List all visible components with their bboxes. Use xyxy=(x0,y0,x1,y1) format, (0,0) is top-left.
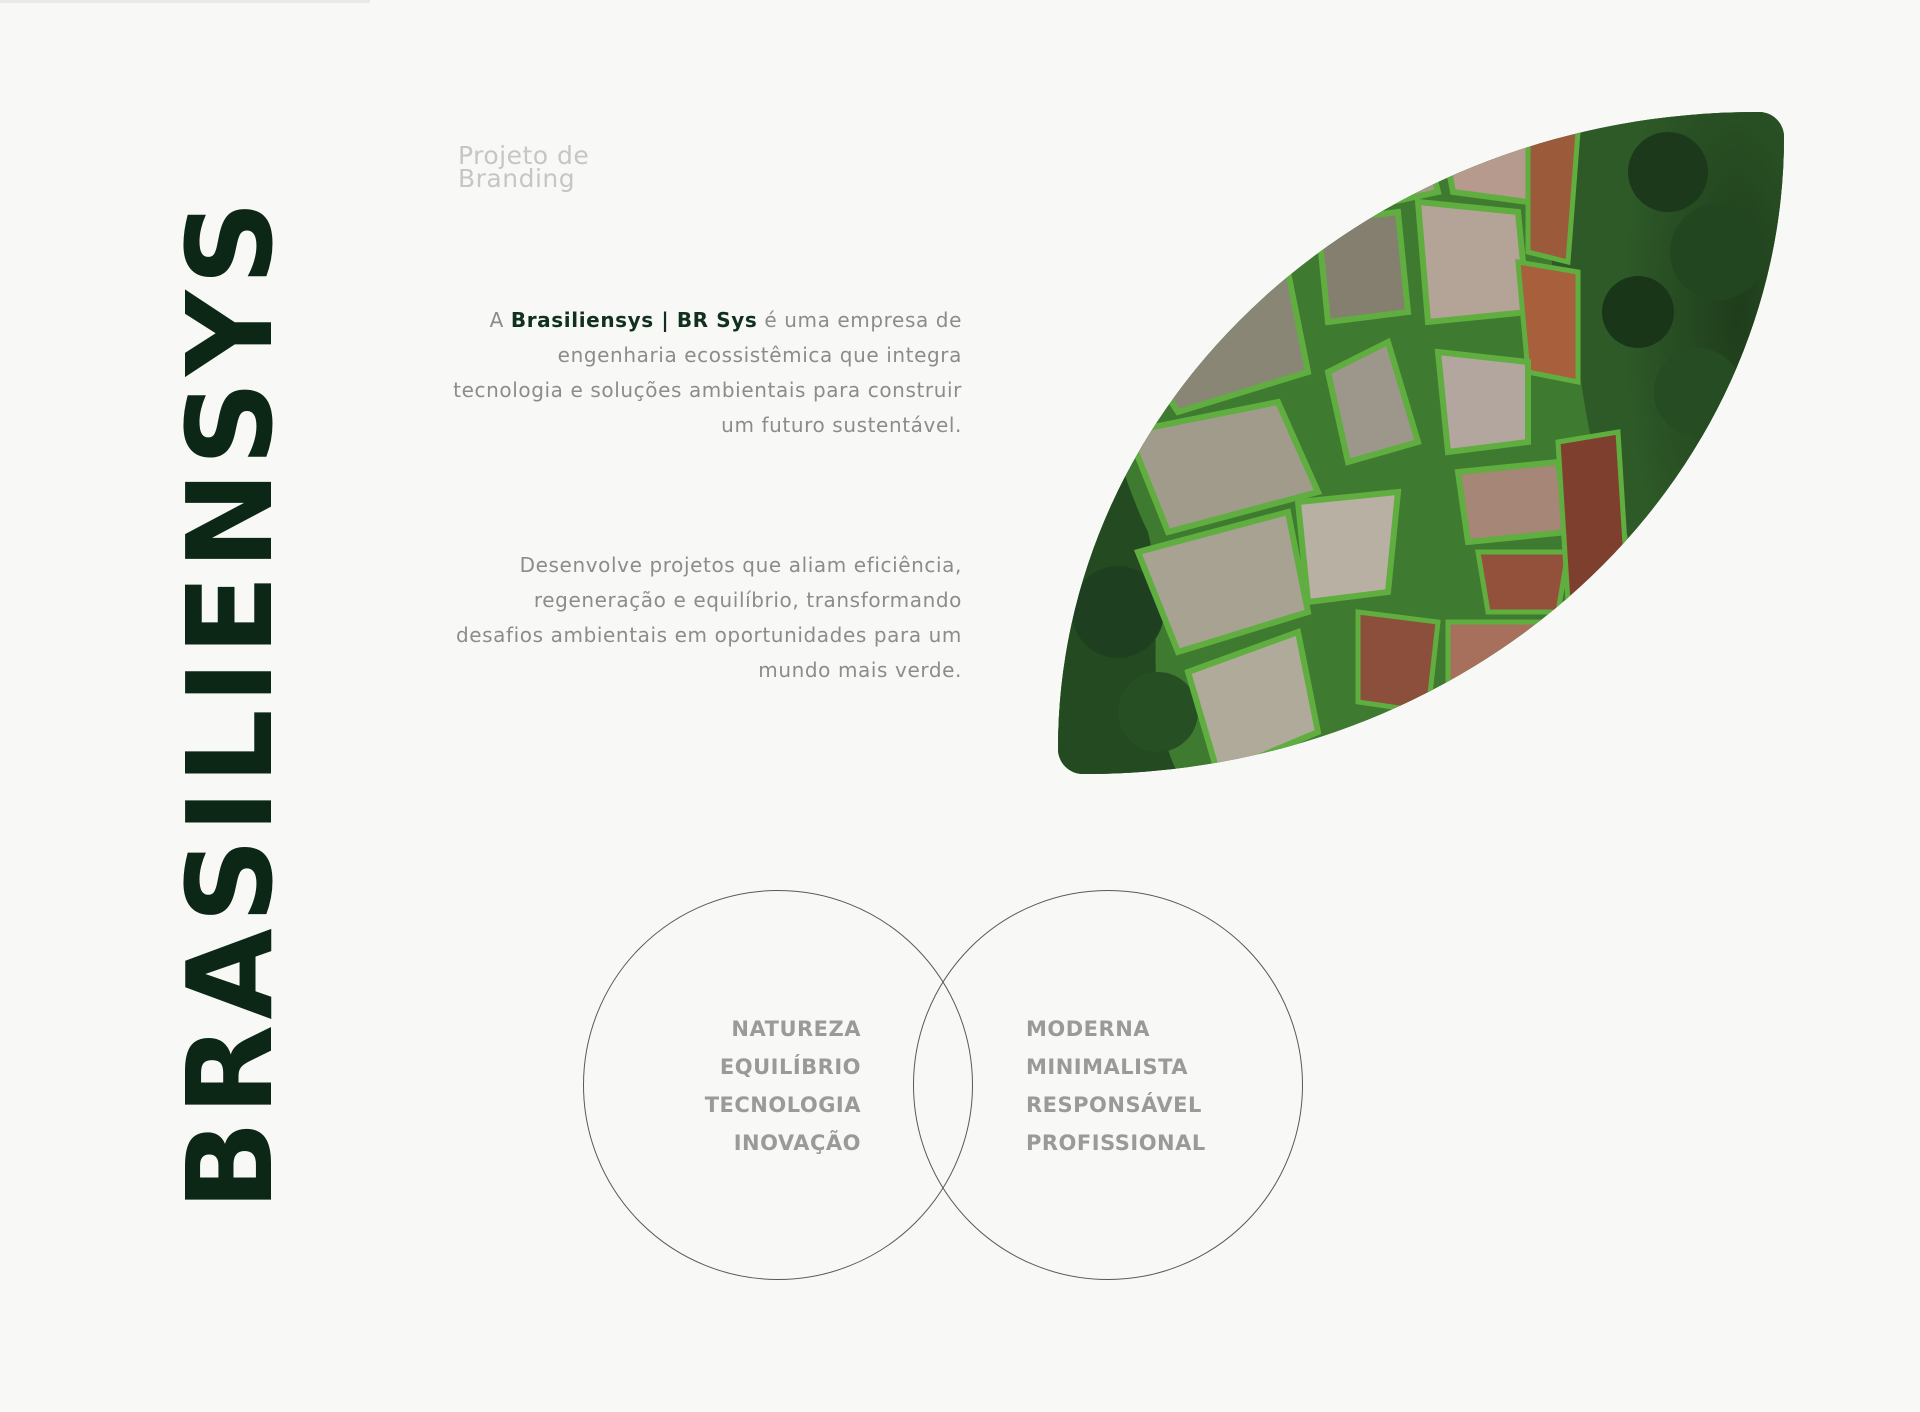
venn-right-keywords xyxy=(1026,1010,1206,1162)
keyword: NATUREZA xyxy=(731,1017,861,1041)
aerial-rice-terraces-illustration xyxy=(1058,112,1784,774)
leaf-shaped-aerial-photo xyxy=(1058,112,1784,774)
keyword: MINIMALISTA xyxy=(1026,1055,1189,1079)
intro-paragraph-1 xyxy=(442,303,962,443)
intro-brand-name: Brasiliensys | BR Sys xyxy=(510,308,758,332)
intro-prefix: A xyxy=(489,308,511,332)
keyword: MODERNA xyxy=(1026,1017,1151,1041)
keyword: PROFISSIONAL xyxy=(1026,1131,1206,1155)
venn-left-keywords xyxy=(705,1010,861,1162)
keyword: TECNOLOGIA xyxy=(704,1093,861,1117)
top-divider xyxy=(0,0,370,3)
brand-values-venn-diagram xyxy=(580,890,1310,1290)
keyword: EQUILÍBRIO xyxy=(719,1055,861,1079)
brand-wordmark: BRASILIENSYS xyxy=(161,195,299,1211)
keyword: INOVAÇÃO xyxy=(733,1131,861,1155)
keyword: RESPONSÁVEL xyxy=(1026,1093,1202,1117)
project-label: Projeto de Branding xyxy=(458,141,590,193)
intro-paragraph-2: Desenvolve projetos que aliam eficiência, regeneração e equilíbrio, transformando desafios ambientais em oportunidades para um mundo mais verde. xyxy=(455,553,962,682)
intro-rest: é uma empresa de engenharia ecossistêmica que integra tecnologia e soluções ambientais para construir um futuro sustentável. xyxy=(453,308,962,437)
